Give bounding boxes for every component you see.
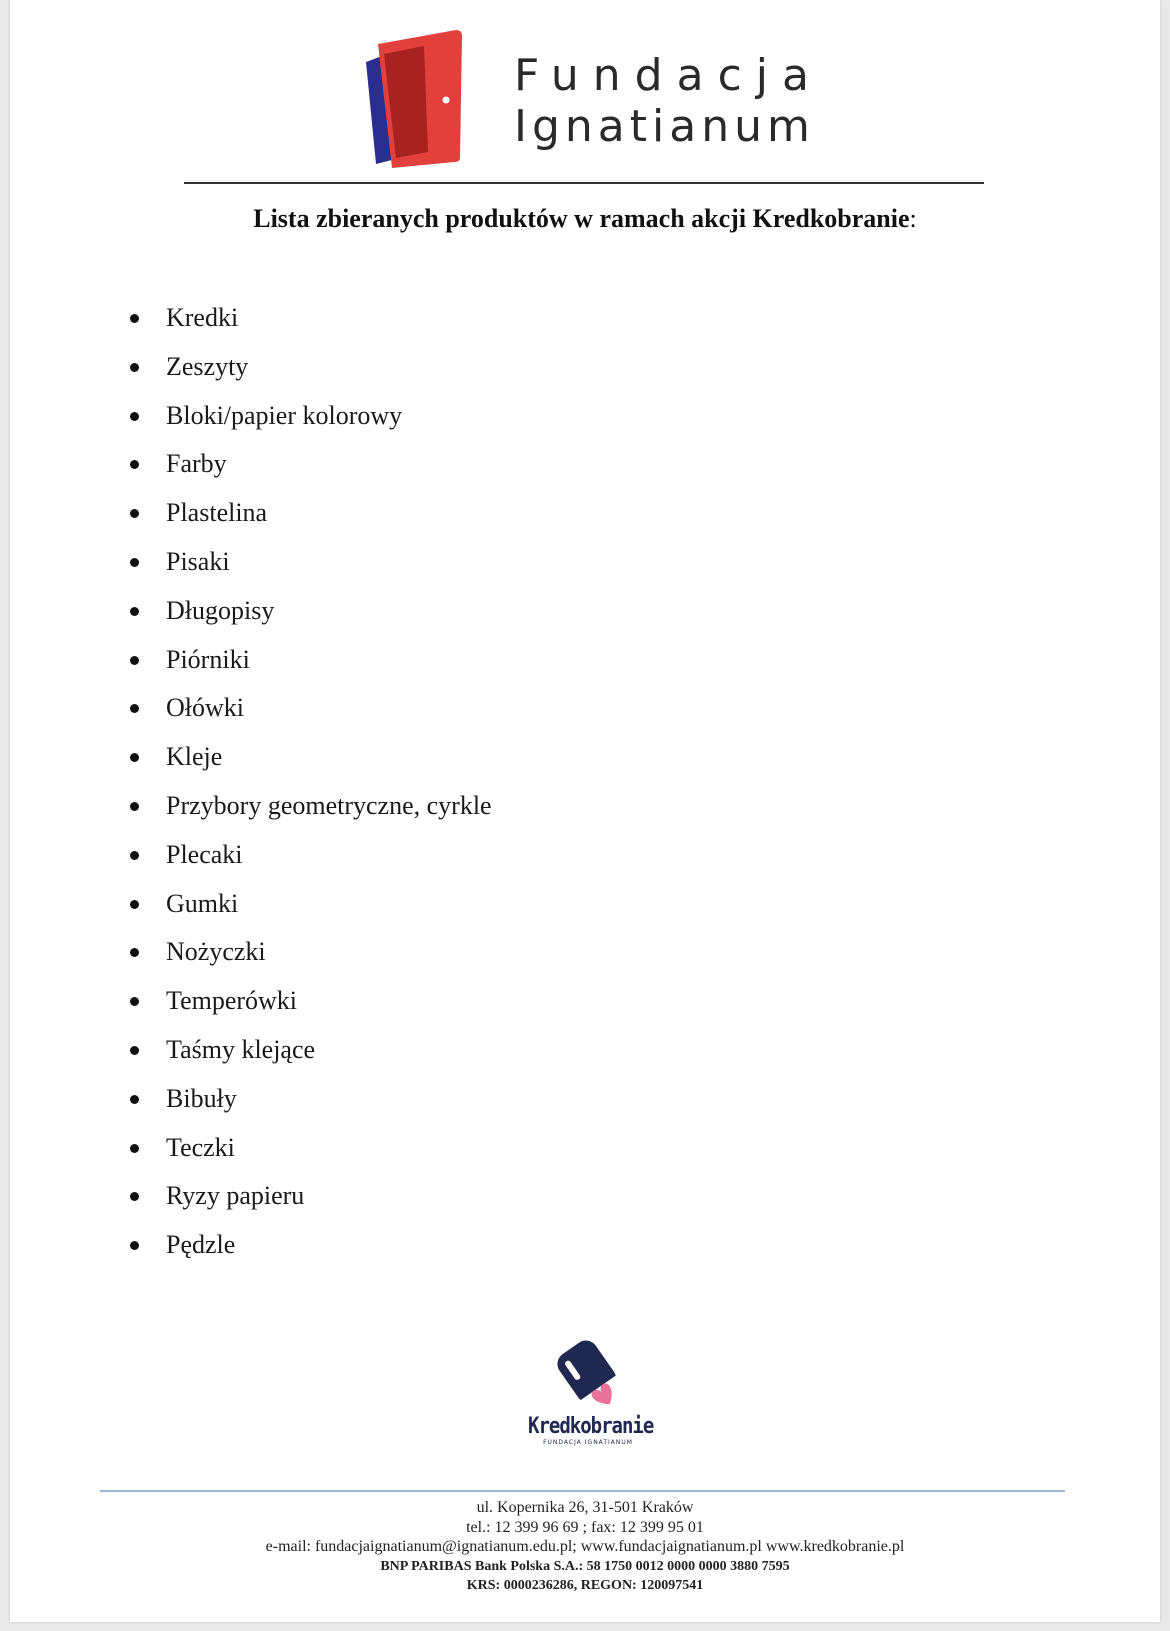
door-logo-icon [362, 30, 472, 180]
list-item [130, 538, 492, 587]
bullet-icon [130, 900, 139, 909]
list-item-label: Ryzy papieru [166, 1181, 305, 1211]
footer-phone: tel.: 12 399 96 69 ; fax: 12 399 95 01 [466, 1518, 704, 1536]
list-item-label: Pisaki [166, 546, 230, 576]
logo-wordmark [514, 50, 823, 152]
list-item-label: Pędzle [166, 1230, 236, 1260]
bullet-icon [130, 460, 139, 469]
list-item [130, 1026, 492, 1075]
list-item-label: Nożyczki [166, 937, 266, 967]
kredkobranie-subtitle: FUNDACJA IGNATIANUM [543, 1439, 633, 1446]
list-item-label: Przybory geometryczne, cyrkle [166, 790, 492, 820]
bullet-icon [130, 704, 139, 713]
list-item-label: Zeszyty [166, 351, 249, 381]
bullet-icon [130, 656, 139, 665]
footer-address: ul. Kopernika 26, 31-501 Kraków [476, 1499, 694, 1516]
logo-line-ignatianum: Ignatianum [514, 101, 815, 152]
list-item-label: Teczki [166, 1132, 235, 1162]
bullet-icon [130, 1144, 139, 1153]
list-item [130, 489, 492, 538]
list-item-label: Długopisy [166, 595, 275, 625]
header-divider [184, 182, 984, 184]
list-item [130, 1172, 492, 1221]
bullet-icon [130, 1192, 139, 1201]
bullet-icon [130, 948, 139, 957]
bullet-icon [130, 1046, 139, 1055]
list-item [130, 587, 492, 636]
fundacja-ignatianum-logo [362, 30, 823, 180]
document-title-colon: : [909, 204, 917, 233]
bullet-icon [130, 509, 139, 518]
bullet-icon [130, 314, 139, 323]
list-item [130, 294, 492, 343]
bullet-icon [130, 997, 139, 1006]
bullet-icon [130, 802, 139, 811]
list-item [130, 831, 492, 880]
kredkobranie-wordmark: Kredkobranie [528, 1413, 654, 1439]
list-item-label: Plastelina [166, 498, 268, 528]
list-item [130, 1124, 492, 1173]
bullet-icon [130, 363, 139, 372]
list-item [130, 636, 492, 685]
list-item-label: Bibuły [166, 1083, 237, 1113]
list-item [130, 782, 492, 831]
bullet-icon [130, 1095, 139, 1104]
footer-divider [100, 1490, 1065, 1492]
footer-bank-account: BNP PARIBAS Bank Polska S.A.: 58 1750 0012 0000 0000 3880 7595 [380, 1558, 790, 1574]
list-item-label: Taśmy klejące [166, 1034, 316, 1064]
list-item [130, 440, 492, 489]
bullet-icon [130, 753, 139, 762]
list-item-label: Gumki [166, 888, 239, 918]
list-item [130, 343, 492, 392]
bullet-icon [130, 412, 139, 421]
list-item-label: Kleje [166, 742, 223, 772]
list-item-label: Farby [166, 449, 227, 479]
list-item [130, 1221, 492, 1270]
list-item [130, 733, 492, 782]
bullet-icon [130, 558, 139, 567]
footer-registry: KRS: 0000236286, REGON: 120097541 [466, 1577, 704, 1593]
list-item [130, 1075, 492, 1124]
list-item-label: Plecaki [166, 839, 243, 869]
list-item [130, 684, 492, 733]
list-item-label: Bloki/papier kolorowy [166, 400, 403, 430]
list-item-label: Ołówki [166, 693, 244, 723]
list-item-label: Kredki [166, 303, 239, 332]
list-item [130, 880, 492, 929]
list-item-label: Temperówki [166, 986, 298, 1016]
footer-contact-links: e-mail: fundacjaignatianum@ignatianum.edu.pl; www.fundacjaignatianum.pl www.kredkobranie.pl [265, 1538, 905, 1555]
bullet-icon [130, 607, 139, 616]
document-title [0, 204, 1170, 234]
product-list [130, 294, 492, 1270]
kredkobranie-logo [528, 1335, 654, 1450]
bullet-icon [130, 1241, 139, 1250]
footer-contact [0, 1498, 1170, 1595]
bullet-icon [130, 851, 139, 860]
logo-line-fundacja: Fundacja [514, 50, 823, 101]
list-item [130, 928, 492, 977]
list-item-label: Piórniki [166, 644, 250, 674]
list-item [130, 392, 492, 441]
crayon-heart-icon [528, 1335, 648, 1415]
document-title-text: Lista zbieranych produktów w ramach akcji Kredkobranie [253, 204, 910, 233]
list-item [130, 977, 492, 1026]
